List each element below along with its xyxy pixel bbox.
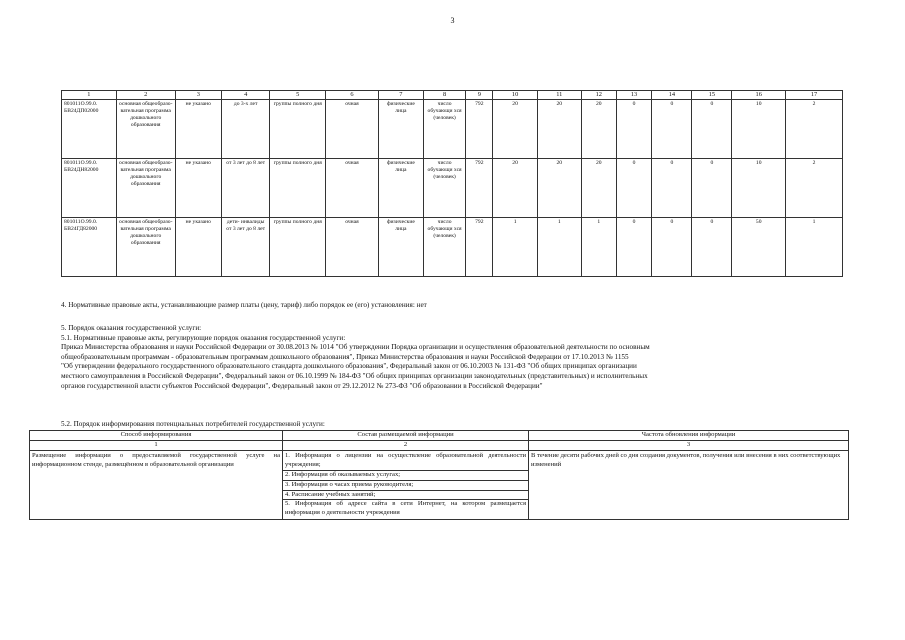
- column-number: 17: [786, 91, 843, 100]
- column-number: 3: [175, 91, 221, 100]
- table-cell: 0: [616, 218, 652, 277]
- informing-table: [29, 430, 849, 520]
- table-cell: группы полного дня: [270, 100, 326, 159]
- column-number: 10: [493, 91, 537, 100]
- content-item: 2. Информация об оказываемых услугах;: [283, 470, 528, 480]
- column-number: 5: [270, 91, 326, 100]
- program-cell: основная общеобразо- вательная программа дошкольного образования: [116, 159, 175, 218]
- table-cell: 20: [581, 159, 616, 218]
- table-cell: 792: [466, 100, 493, 159]
- information-contents: [283, 451, 529, 520]
- table-cell: 792: [466, 159, 493, 218]
- registry-code: 801011О.99.0. БВ24ДП02000: [62, 100, 117, 159]
- page-number: 3: [450, 16, 455, 25]
- table-row: [30, 451, 849, 520]
- table-cell: очная: [326, 100, 379, 159]
- table-cell: 1: [581, 218, 616, 277]
- table-cell: не указано: [175, 100, 221, 159]
- table-cell: 2: [786, 100, 843, 159]
- legal-acts-line: "Об утверждении федерального государственного образовательного стандарта дошкольного образования", Федеральный закон от 06.10.2003 № 131-ФЗ "Об общих принципах организации: [61, 362, 637, 371]
- table-cell: число обучающи хся (человек): [424, 159, 466, 218]
- table-cell: 0: [616, 159, 652, 218]
- table-header-row: [30, 431, 849, 441]
- table-cell: число обучающи хся (человек): [424, 218, 466, 277]
- table-cell: 1: [537, 218, 581, 277]
- column-header: Состав размещаемой информации: [283, 431, 529, 441]
- column-number: 12: [581, 91, 616, 100]
- table-cell: 1: [493, 218, 537, 277]
- column-number: 11: [537, 91, 581, 100]
- age-cell: до 3-х лет: [221, 100, 269, 159]
- legal-acts-line: Приказ Министерства образования и науки Российской Федерации от 30.08.2013 № 1014 "Об утверждении Порядка организации и осуществления образовательной деятельности по основным: [61, 343, 650, 352]
- table-cell: не указано: [175, 218, 221, 277]
- column-number: 2: [283, 441, 529, 451]
- column-number: 3: [529, 441, 849, 451]
- column-header: Частота обновления информации: [529, 431, 849, 441]
- table-cell: число обучающи хся (человек): [424, 100, 466, 159]
- registry-code: 801011О.99.0. БВ24ГД82000: [62, 218, 117, 277]
- table-cell: 0: [692, 159, 732, 218]
- section-5: [61, 324, 861, 391]
- content-item: 5. Информация об адресе сайта в сети Интернет, на котором размещается информация о деятельности учреждения: [285, 500, 526, 517]
- program-cell: основная общеобразо- вательная программа дошкольного образования: [116, 100, 175, 159]
- update-frequency: В течение десяти рабочих дней со дня создания документов, получения или внесения в них соответствующих изменений: [529, 451, 849, 520]
- table-cell: физические лица: [378, 100, 423, 159]
- legal-acts-line: местного самоуправления в Российской Федерации", Федеральный закон от 06.10.1999 № 184-ФЗ "Об общих принципах организации законодательных (представительных) и исполнительных: [61, 371, 648, 380]
- age-cell: дети- инвалиды от 3 лет до 8 лет: [221, 218, 269, 277]
- table-cell: 0: [692, 218, 732, 277]
- registry-code: 801011О.99.0. БВ24ДН82000: [62, 159, 117, 218]
- column-number: 15: [692, 91, 732, 100]
- table-cell: 2: [786, 159, 843, 218]
- table-cell: очная: [326, 218, 379, 277]
- table-number-row: [30, 441, 849, 451]
- column-number: 4: [221, 91, 269, 100]
- table-cell: 0: [692, 100, 732, 159]
- column-header: Способ информирования: [30, 431, 283, 441]
- table-cell: 10: [732, 100, 786, 159]
- section-5-title: 5. Порядок оказания государственной услуги:: [61, 324, 202, 332]
- table-header-row: [62, 91, 843, 100]
- age-cell: от 3 лет до 8 лет: [221, 159, 269, 218]
- column-number: 8: [424, 91, 466, 100]
- table-cell: 0: [652, 100, 692, 159]
- column-number: 7: [378, 91, 423, 100]
- table-cell: 20: [493, 159, 537, 218]
- table-cell: 1: [786, 218, 843, 277]
- content-item: 3. Информация о часах приема руководителя;: [283, 480, 528, 490]
- table-cell: 10: [732, 159, 786, 218]
- column-number: 14: [652, 91, 692, 100]
- table-cell: не указано: [175, 159, 221, 218]
- informing-method: Размещение информации о предоставляемой государственной услуге на информационном стенде, размещённом в образовательной организации: [30, 451, 283, 520]
- column-number: 16: [732, 91, 786, 100]
- table-row: [62, 159, 843, 218]
- indicators-table: [61, 90, 843, 277]
- table-cell: группы полного дня: [270, 159, 326, 218]
- legal-acts-line: органов государственной власти субъектов Российской Федерации", Федеральный закон от 29.12.2012 № 273-ФЗ "Об образовании в Российской Федерации": [61, 381, 543, 390]
- table-cell: физические лица: [378, 159, 423, 218]
- table-row: [62, 218, 843, 277]
- table-cell: 20: [581, 100, 616, 159]
- column-number: 1: [30, 441, 283, 451]
- table-cell: 792: [466, 218, 493, 277]
- table-cell: 20: [537, 100, 581, 159]
- table-cell: 0: [652, 159, 692, 218]
- table-cell: 50: [732, 218, 786, 277]
- table-cell: 20: [493, 100, 537, 159]
- content-item: 4. Расписание учебных занятий;: [283, 490, 528, 500]
- table-cell: 0: [616, 100, 652, 159]
- column-number: 9: [466, 91, 493, 100]
- table-cell: группы полного дня: [270, 218, 326, 277]
- column-number: 6: [326, 91, 379, 100]
- section-5-1-title: 5.1. Нормативные правовые акты, регулирующие порядок оказания государственной услуги:: [61, 333, 346, 342]
- section-4-text: 4. Нормативные правовые акты, устанавливающие размер платы (цену, тариф) либо порядок ее (его) установления: нет: [61, 301, 427, 309]
- column-number: 13: [616, 91, 652, 100]
- content-item: 1. Информация о лицензии на осуществление образовательной деятельности учреждения;: [285, 452, 526, 468]
- table-row: [62, 100, 843, 159]
- section-5-2-title: 5.2. Порядок информирования потенциальных потребителей государственной услуги:: [61, 420, 325, 428]
- table-cell: физические лица: [378, 218, 423, 277]
- legal-acts-line: общеобразовательным программам - образовательным программам дошкольного образования", Приказ Министерства образования и науки Российской Федерации от 17.10.2013 № 1155: [61, 352, 629, 361]
- table-cell: 0: [652, 218, 692, 277]
- column-number: 1: [62, 91, 117, 100]
- table-cell: очная: [326, 159, 379, 218]
- column-number: 2: [116, 91, 175, 100]
- table-cell: 20: [537, 159, 581, 218]
- program-cell: основная общеобразо- вательная программа дошкольного образования: [116, 218, 175, 277]
